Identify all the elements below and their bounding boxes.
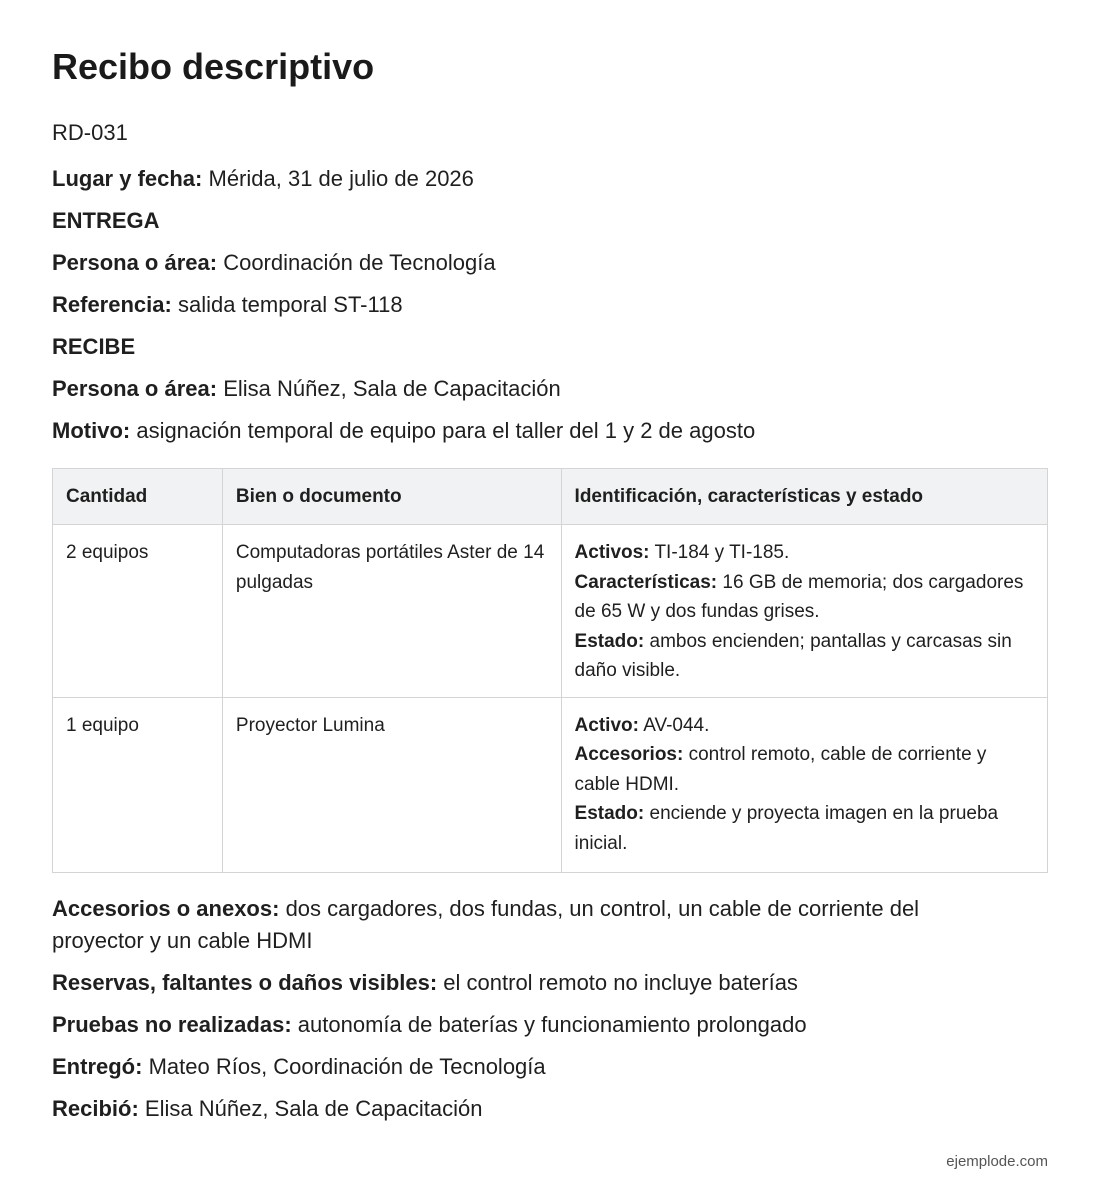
field-label: Lugar y fecha:	[52, 166, 203, 191]
cell-cantidad: 1 equipo	[53, 697, 223, 872]
table-header-row	[53, 469, 1048, 525]
field-value: salida temporal ST-118	[177, 292, 403, 317]
detail-line	[575, 740, 1034, 799]
recibe-persona-field	[52, 375, 1048, 403]
field-label: Persona o área:	[52, 250, 218, 275]
header-fields	[52, 165, 1048, 459]
recibe-heading: RECIBE	[52, 334, 136, 359]
detail-label: Características:	[574, 571, 718, 593]
detail-label: Estado:	[574, 630, 645, 652]
detail-line	[575, 627, 1034, 686]
cell-detalles	[561, 697, 1047, 872]
cell-detalles	[561, 525, 1047, 698]
detail-label: Accesorios:	[574, 744, 684, 765]
field-value: asignación temporal de equipo para el taller del 1 y 2 de agosto	[136, 418, 756, 443]
column-header-detalles: Identificación, características y estado	[561, 469, 1047, 525]
detail-line	[575, 711, 1034, 741]
detail-line	[575, 799, 1034, 858]
detail-label: Estado:	[574, 803, 645, 824]
field-value: Mérida, 31 de julio de 2026	[208, 166, 474, 191]
detail-label: Activo:	[574, 714, 639, 736]
detail-value: TI-184 y TI-185.	[654, 542, 790, 563]
source-footer: ejemplode.com	[946, 1153, 1048, 1170]
field-label: Referencia:	[52, 292, 172, 317]
entrega-persona-field	[52, 249, 1048, 277]
field-value: Mateo Ríos, Coordinación de Tecnología	[148, 1054, 546, 1079]
cell-bien: Computadoras portátiles Aster de 14 pulgadas	[222, 525, 561, 698]
detail-line	[575, 538, 1034, 568]
table-row	[53, 525, 1048, 698]
reservas-field	[52, 967, 1012, 999]
accesorios-field	[52, 893, 1012, 957]
field-label: Persona o área:	[52, 376, 218, 401]
detail-value: 16 GB de memoria; dos cargadores de 65 W y dos fundas grises.	[574, 571, 1024, 622]
pruebas-field	[52, 1009, 1012, 1041]
entrega-heading: ENTREGA	[52, 208, 160, 233]
detail-label: Activos:	[574, 542, 650, 563]
field-label: Accesorios o anexos:	[52, 896, 280, 921]
field-label: Pruebas no realizadas:	[52, 1012, 292, 1037]
place-date-field	[52, 165, 1048, 193]
field-value: Elisa Núñez, Sala de Capacitación	[144, 1096, 483, 1121]
page-title: Recibo descriptivo	[52, 46, 375, 87]
column-header-cantidad: Cantidad	[53, 469, 223, 525]
field-value: Elisa Núñez, Sala de Capacitación	[223, 376, 561, 401]
field-value: autonomía de baterías y funcionamiento prolongado	[297, 1012, 807, 1037]
field-value: dos cargadores, dos fundas, un control, un cable de corriente del proyector y un cable HDMI	[52, 896, 920, 953]
detail-value: control remoto, cable de corriente y cable HDMI.	[574, 744, 987, 795]
field-value: el control remoto no incluye baterías	[443, 970, 798, 995]
cell-cantidad: 2 equipos	[53, 525, 223, 698]
cell-bien: Proyector Lumina	[222, 697, 561, 872]
detail-value: enciende y proyecta imagen en la prueba inicial.	[574, 803, 999, 854]
field-label: Motivo:	[52, 418, 131, 443]
receipt-code: RD-031	[52, 120, 128, 145]
recibio-field	[52, 1093, 1012, 1125]
closing-fields	[52, 893, 1012, 1135]
recibe-motivo-field	[52, 417, 1048, 445]
field-value: Coordinación de Tecnología	[223, 250, 496, 275]
field-label: Entregó:	[52, 1054, 143, 1079]
entrego-field	[52, 1051, 1012, 1083]
items-table	[52, 468, 1048, 873]
field-label: Reservas, faltantes o daños visibles:	[52, 970, 438, 995]
detail-value: AV-044.	[643, 714, 710, 736]
detail-line	[575, 568, 1034, 627]
entrega-referencia-field	[52, 291, 1048, 319]
table-row	[53, 697, 1048, 872]
field-label: Recibió:	[52, 1096, 139, 1121]
column-header-bien: Bien o documento	[222, 469, 561, 525]
detail-value: ambos encienden; pantallas y carcasas sin daño visible.	[574, 630, 1012, 681]
